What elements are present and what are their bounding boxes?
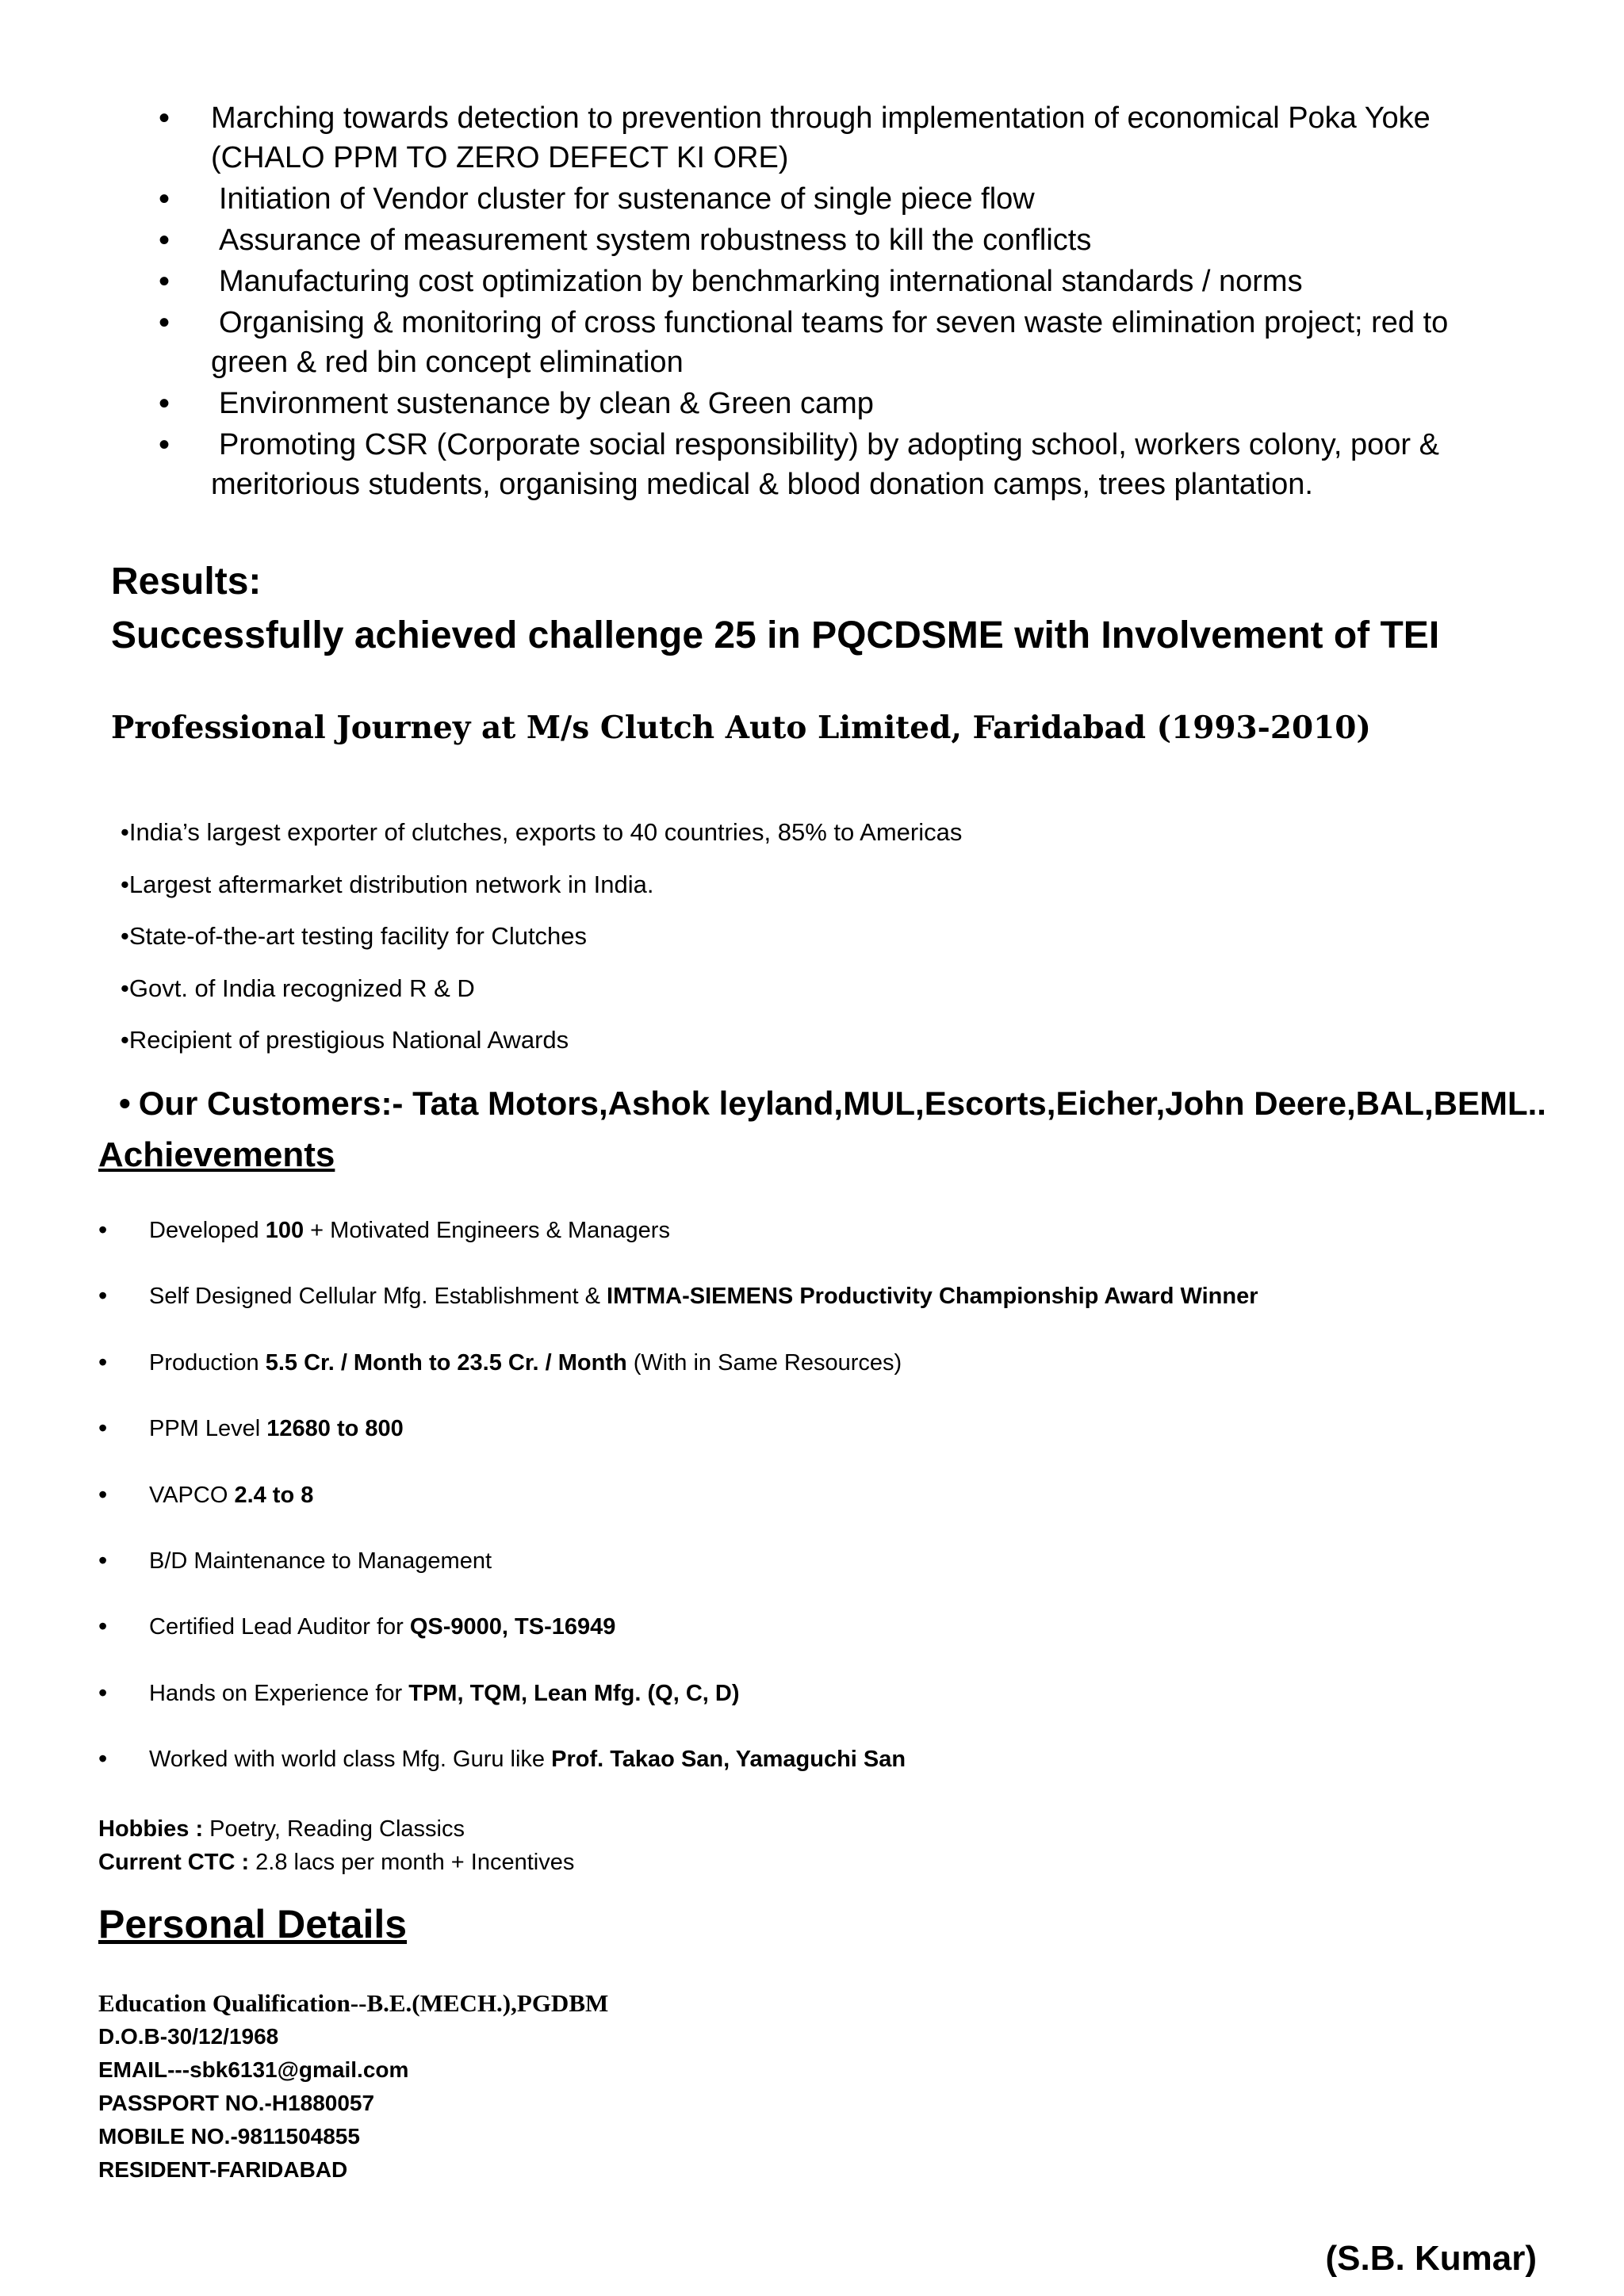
list-item: • India’s largest exporter of clutches, exports to 40 countries, 85% to Americas — [121, 818, 962, 871]
list-item-text: Initiation of Vendor cluster for sustenance of single piece flow — [219, 182, 1035, 216]
list-item-text: Promoting CSR (Corporate social responsibility) by adopting school, workers colony, poor & — [219, 428, 1439, 461]
signature: (S.B. Kumar) — [1325, 2239, 1537, 2278]
education-line: Education Qualification--B.E.(MECH.),PGDBM — [98, 1989, 609, 2017]
list-item-text-continued: meritorious students, organising medical & blood donation camps, trees plantation. — [211, 468, 1313, 501]
list-item — [159, 179, 1507, 219]
list-item — [159, 220, 1507, 260]
list-item — [159, 98, 1507, 178]
item-text: + Motivated Engineers & Managers — [304, 1218, 670, 1243]
results-heading: Results: — [111, 561, 262, 603]
dob-line: D.O.B-30/12/1968 — [98, 2024, 279, 2049]
item-text: B/D Maintenance to Management — [149, 1548, 492, 1574]
item-text: Production — [149, 1349, 266, 1376]
mobile-line: MOBILE NO.-9811504855 — [98, 2124, 360, 2149]
hobbies-label: Hobbies : — [98, 1816, 204, 1842]
list-item — [98, 1548, 1258, 1614]
customers-text: Our Customers:- Tata Motors,Ashok leyland,MUL,Escorts,Eicher,John Deere,BAL,BEML.. — [138, 1085, 1546, 1122]
item-highlight: TPM, TQM, Lean Mfg. (Q, C, D) — [408, 1680, 740, 1706]
list-item-text-continued: (CHALO PPM TO ZERO DEFECT KI ORE) — [211, 141, 789, 174]
achievements-list — [98, 1218, 1258, 1813]
item-text: Worked with world class Mfg. Guru like — [149, 1747, 552, 1773]
list-item — [98, 1350, 1258, 1416]
item-text: (With in Same Resources) — [626, 1349, 902, 1376]
item-text: Developed — [149, 1218, 266, 1243]
list-item — [159, 262, 1507, 301]
item-highlight: 100 — [265, 1218, 304, 1243]
list-item — [98, 1681, 1258, 1747]
list-item — [98, 1483, 1258, 1548]
item-highlight: 2.4 to 8 — [234, 1482, 314, 1508]
list-item — [159, 384, 1507, 423]
passport-line: PASSPORT NO.-H1880057 — [98, 2091, 375, 2115]
list-item — [159, 425, 1507, 504]
achievements-heading: Achievements — [98, 1135, 335, 1174]
item-highlight: QS-9000, TS-16949 — [409, 1614, 616, 1640]
list-item-text: Marching towards detection to prevention through implementation of economical Poka Yoke — [211, 101, 1431, 135]
personal-details-block — [98, 1987, 608, 2187]
customers-line — [119, 1085, 1546, 1123]
item-highlight: IMTMA-SIEMENS Productivity Championship Award Winner — [607, 1284, 1258, 1310]
company-facts-list — [121, 818, 962, 1078]
list-item — [98, 1416, 1258, 1482]
list-item-text: Organising & monitoring of cross functional teams for seven waste elimination project; red to — [219, 306, 1449, 339]
list-item — [98, 1747, 1258, 1812]
ctc-label: Current CTC : — [98, 1850, 250, 1875]
item-text: VAPCO — [149, 1482, 235, 1508]
item-text: Certified Lead Auditor for — [149, 1614, 410, 1640]
item-highlight: 5.5 Cr. / Month to 23.5 Cr. / Month — [265, 1349, 627, 1376]
bullet-icon: • — [119, 1085, 131, 1122]
resident-line: RESIDENT-FARIDABAD — [98, 2157, 348, 2182]
list-item-text-continued: green & red bin concept elimination — [211, 346, 684, 379]
hobbies-ctc-block — [98, 1812, 574, 1879]
list-item — [98, 1614, 1258, 1680]
results-text: Successfully achieved challenge 25 in PQCDSME with Involvement of TEI — [111, 614, 1440, 656]
hobbies-line — [98, 1812, 574, 1846]
journey-heading: Professional Journey at M/s Clutch Auto Limited, Faridabad (1993-2010) — [111, 710, 1371, 746]
list-item — [159, 303, 1507, 382]
item-text: Hands on Experience for — [149, 1680, 409, 1706]
results-section — [111, 555, 1439, 663]
ctc-line — [98, 1846, 574, 1879]
item-highlight: 12680 to 800 — [266, 1416, 404, 1442]
email-line: EMAIL---sbk6131@gmail.com — [98, 2057, 409, 2082]
list-item: • Govt. of India recognized R & D — [121, 974, 962, 1027]
initiatives-list — [159, 98, 1507, 506]
list-item — [98, 1218, 1258, 1284]
item-highlight: Prof. Takao San, Yamaguchi San — [551, 1747, 906, 1773]
ctc-value: 2.8 lacs per month + Incentives — [249, 1850, 575, 1875]
personal-details-heading: Personal Details — [98, 1902, 408, 1946]
item-text: Self Designed Cellular Mfg. Establishment & — [149, 1284, 607, 1310]
list-item — [98, 1284, 1258, 1349]
item-text: PPM Level — [149, 1416, 267, 1442]
list-item-text: Assurance of measurement system robustness to kill the conflicts — [219, 224, 1092, 257]
list-item: • Largest aftermarket distribution network in India. — [121, 871, 962, 923]
list-item-text: Environment sustenance by clean & Green camp — [219, 387, 874, 420]
list-item: • Recipient of prestigious National Awards — [121, 1026, 962, 1078]
list-item: • State-of-the-art testing facility for Clutches — [121, 922, 962, 974]
hobbies-value: Poetry, Reading Classics — [203, 1816, 465, 1842]
list-item-text: Manufacturing cost optimization by benchmarking international standards / norms — [219, 265, 1303, 298]
